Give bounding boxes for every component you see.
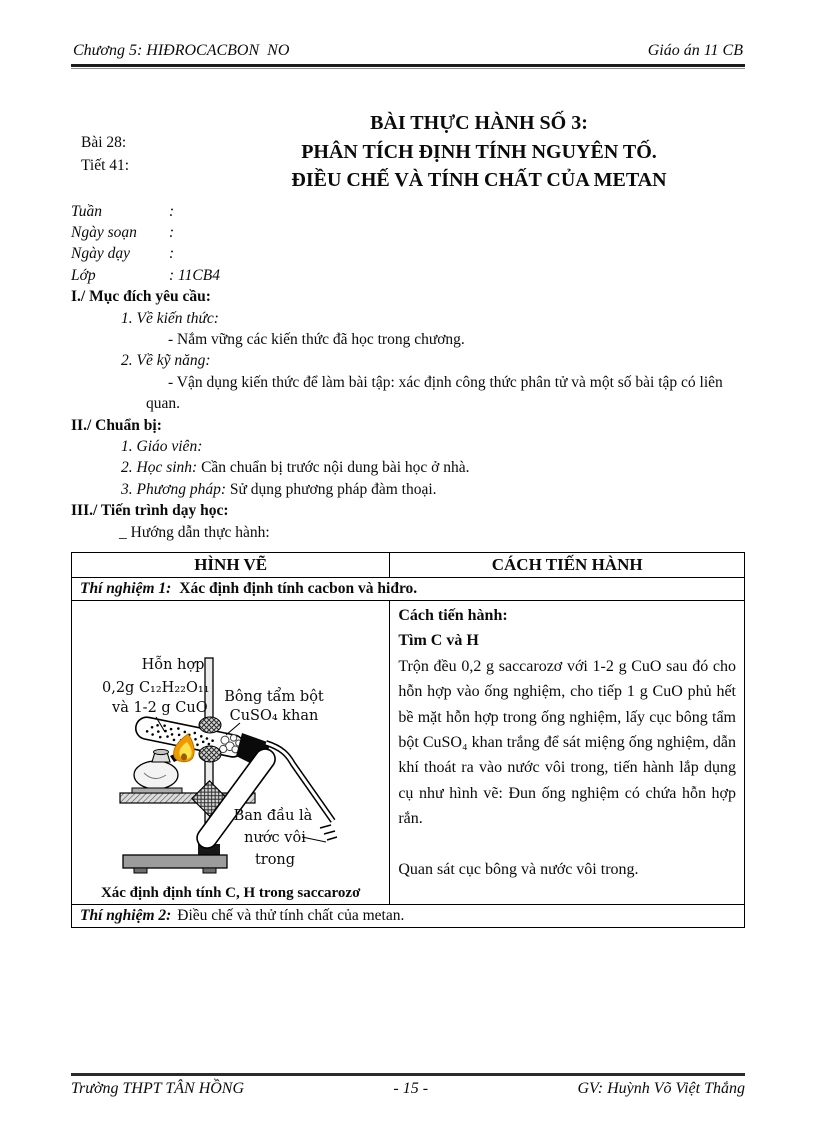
header-rule-thin xyxy=(71,68,745,70)
diagram-label-mixture-2: 0,2g C₁₂H₂₂O₁₁ xyxy=(101,680,210,696)
procedure-heading: Cách tiến hành: xyxy=(398,607,508,624)
section-2-heading: II./ Chuẩn bị: xyxy=(71,416,162,434)
section-3-guide: _ Hướng dẫn thực hành: xyxy=(119,523,270,541)
stand-base xyxy=(123,855,227,868)
stand-foot-left xyxy=(134,868,147,873)
header-doc-type: Giáo án 11 CB xyxy=(647,42,743,59)
footer-school: Trường THPT TÂN HỒNG xyxy=(71,1079,245,1097)
lesson-number: Bài 28: xyxy=(81,134,127,151)
info-prepared-value: : xyxy=(169,223,175,241)
experiment-1-title: Xác định định tính cacbon và hiđro. xyxy=(179,580,418,597)
section-2-item-3 xyxy=(121,479,745,500)
info-teaching-label: Ngày dạy xyxy=(71,245,130,263)
title-line-3: ĐIỀU CHẾ VÀ TÍNH CHẤT CỦA METAN xyxy=(291,169,667,191)
section-2-item-2-label: 2. Học sinh: xyxy=(121,459,198,477)
apparatus-diagram xyxy=(74,605,388,877)
page-header xyxy=(71,42,745,64)
section-1-heading: I./ Mục đích yêu cầu: xyxy=(71,288,211,306)
stand-foot-right xyxy=(203,868,216,873)
diagram-label-cotton-2: CuSO₄ khan xyxy=(229,708,319,724)
experiment-2-title: Điều chế và thử tính chất của metan. xyxy=(177,907,405,924)
period-number: Tiết 41: xyxy=(81,157,130,174)
tube-clamp-upper xyxy=(199,717,221,733)
section-1-sub-1: 1. Về kiến thức: xyxy=(121,309,219,327)
page-footer xyxy=(71,1073,745,1098)
procedure-subheading: Tìm C và H xyxy=(398,632,479,650)
section-2-item-3-text: Sử dụng phương pháp đàm thoại. xyxy=(229,480,437,498)
diagram-label-mixture-3: và 1-2 g CuO xyxy=(111,700,208,716)
diagram-cell xyxy=(72,601,390,905)
flame-core xyxy=(181,753,187,760)
section-2-item-1: 1. Giáo viên: xyxy=(121,437,203,455)
procedure-cell xyxy=(390,601,745,905)
info-week xyxy=(71,201,745,222)
section-1-sub-2: 2. Về kỹ năng: xyxy=(121,352,211,370)
section-1-sub-1-text: - Nắm vững các kiến thức đã học trong chương. xyxy=(168,330,465,348)
procedure-text xyxy=(398,603,736,882)
info-class-label: Lớp xyxy=(71,266,96,284)
page-title xyxy=(213,109,745,195)
experiment-2-label: Thí nghiệm 2: xyxy=(80,907,172,924)
table-header-row xyxy=(72,553,745,578)
title-line-1: BÀI THỰC HÀNH SỐ 3: xyxy=(370,112,588,134)
diagram-label-cotton-1: Bông tẩm bột xyxy=(223,689,324,705)
column-header-procedure: CÁCH TIẾN HÀNH xyxy=(390,553,745,578)
diagram-caption: Xác định định tính C, H trong saccarozơ xyxy=(100,885,361,901)
lamp-plate xyxy=(132,788,182,793)
tube-clamp-lower xyxy=(199,746,221,762)
limewater-marks xyxy=(320,825,337,840)
title-block xyxy=(71,109,745,195)
experiment-2-row xyxy=(72,905,745,928)
diagram-label-limewater-1: Ban đầu là xyxy=(233,808,312,824)
info-class-value: : 11CB4 xyxy=(169,266,220,284)
experiment-1-row xyxy=(72,578,745,601)
section-2-item-3-label: 3. Phương pháp: xyxy=(121,480,226,498)
cotton-leader-line xyxy=(226,723,240,735)
info-block xyxy=(71,201,745,287)
column-header-drawing: HÌNH VẼ xyxy=(72,553,390,578)
diagram-label-limewater-3: trong xyxy=(254,852,295,868)
info-class xyxy=(71,265,745,286)
lamp-cap xyxy=(153,749,168,754)
footer-teacher: GV: Huỳnh Võ Việt Thắng xyxy=(577,1079,745,1097)
info-prepared-date xyxy=(71,222,745,243)
footer-page-number: - 15 - xyxy=(393,1079,429,1097)
section-1-sub-2-text: - Vận dụng kiến thức để làm bài tập: xác định công thức phân tử và một số bài tập có liên quan. xyxy=(146,373,723,413)
info-teaching-date xyxy=(71,243,745,264)
lamp-body xyxy=(134,761,178,789)
info-teaching-value: : xyxy=(169,245,175,263)
experiment-table xyxy=(71,552,745,928)
procedure-gap xyxy=(398,832,736,857)
info-week-label: Tuần xyxy=(71,202,103,220)
procedure-paragraph-2: Quan sát cục bông và nước vôi trong. xyxy=(398,860,639,878)
experiment-1-label: Thí nghiệm 1: xyxy=(80,580,172,597)
title-line-2: PHÂN TÍCH ĐỊNH TÍNH NGUYÊN TỐ. xyxy=(301,140,657,163)
diagram-label-mixture-1: Hỗn hợp xyxy=(141,657,205,673)
section-2-item-2-text: Cần chuẩn bị trước nội dung bài học ở nhà. xyxy=(201,459,470,477)
diagram-label-limewater-2: nước vôi xyxy=(243,830,306,846)
procedure-paragraph-1: Trộn đều 0,2 g saccarozơ với 1-2 g CuO sau đó cho hỗn hợp vào ống nghiệm, cho tiếp 1 g CuO phủ hết bề mặt hỗn hợp trong ống nghiệm, lấy cục bông tẩm bột CuSO₄ khan trắng để sát miệng ống nghiệm, dẫn khí thoát ra vào nước vôi trong, tiến hành lắp dụng cụ như hình vẽ: Đun ống nghiệm có chứa hỗn hợp rắn. xyxy=(398,657,736,828)
lesson-reference xyxy=(71,109,213,195)
info-prepared-label: Ngày soạn xyxy=(71,223,137,241)
info-week-value: : xyxy=(169,202,175,220)
experiment-1-content-row xyxy=(72,601,745,905)
header-chapter: Chương 5: HIĐROCACBON NO xyxy=(73,42,290,59)
section-2-item-2 xyxy=(121,457,745,478)
section-3-heading: III./ Tiến trình dạy học: xyxy=(71,502,229,520)
header-rule-thick xyxy=(71,64,745,67)
